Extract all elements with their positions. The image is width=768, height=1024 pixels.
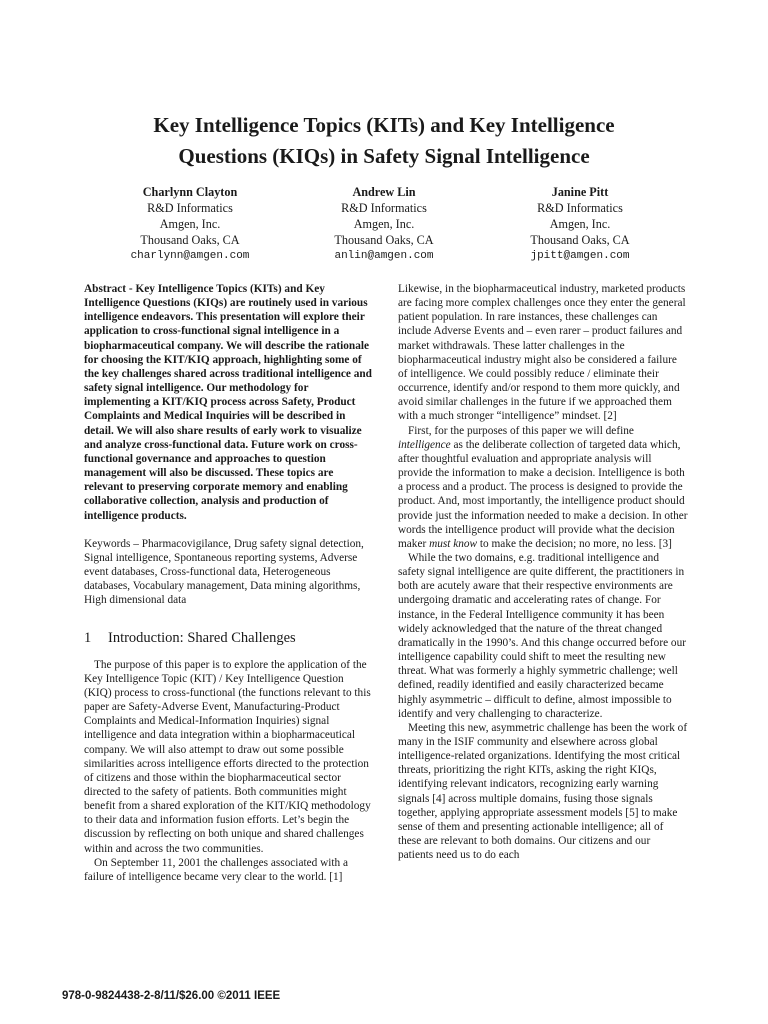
title-line-2: Questions (KIQs) in Safety Signal Intelligence: [178, 144, 590, 168]
keywords: Keywords – Pharmacovigilance, Drug safety signal detection, Signal intelligence, Spontaneous reporting systems, Adverse event databases, Cross-functional data, Heterogeneous databases, Vocabulary management, Data mining algorithms, High dimensional data: [84, 537, 364, 607]
paper-title: [84, 110, 684, 172]
author-dept: R&D Informatics: [537, 201, 623, 215]
author-email: anlin@amgen.com: [334, 250, 434, 262]
left-column: [84, 282, 374, 884]
author-location: Thousand Oaks, CA: [140, 233, 240, 247]
author-dept: R&D Informatics: [341, 201, 427, 215]
right-column: [398, 282, 688, 862]
body-paragraph: On September 11, 2001 the challenges associated with a failure of intelligence became very clear to the world. [1]: [84, 856, 349, 883]
emphasis-intelligence: intelligence: [398, 438, 451, 451]
author-block-3: [480, 184, 680, 264]
text-run: as the deliberate collection of targeted data which, after thoughtful evaluation and appropriate analysis will provide the information to make a decision. Intelligence is both a process and a product. The process is designed to provide the product. And, most importantly, the intelligence product should provide just the information needed to make a decision. In other words the intelligence product will provide what the decision maker: [398, 438, 688, 550]
body-paragraph: The purpose of this paper is to explore the application of the Key Intelligence Topic (KIT) / Key Intelligence Question (KIQ) process to cross-functional (the functions relevant to this paper are Safety-Adverse Event, Manufacturing-Product Complaints and Medical-Information Inquiries) signal intelligence and data integration within a biopharmaceutical company. We will also attempt to draw out some possible similarities across intelligence efforts directed to the protection of citizens and those within the biopharmaceutical sector directed to the safety of patients. Both communities might benefit from a shared exploration of the KIT/KIQ methodology to their data and information fusion efforts. Let’s begin the discussion by reflecting on both unique and shared challenges within and across the two communities.: [84, 658, 371, 855]
author-location: Thousand Oaks, CA: [334, 233, 434, 247]
text-run: to make the decision; no more, no less. [3]: [477, 537, 672, 550]
abstract: Abstract - Key Intelligence Topics (KITs) and Key Intelligence Questions (KIQs) are routinely used in various intelligence endeavors. This presentation will explore their application to cross-functional signal intelligence in a biopharmaceutical company. We will describe the rationale for choosing the KIT/KIQ approach, highlighting some of the key challenges shared across traditional intelligence and safety signal intelligence. Our methodology for implementing a KIT/KIQ process across Safety, Product Complaints and Medical Inquiries will be described in detail. We will also share results of early work to visualize and analyze cross-functional data. Future work on cross-functional governance and approaches to question management will also be discussed. These topics are relevant to preserving corporate memory and enabling collaborative collection, analysis and production of intelligence products.: [84, 283, 372, 522]
emphasis-must-know: must know: [429, 537, 478, 550]
author-dept: R&D Informatics: [147, 201, 233, 215]
section-number: 1: [84, 630, 92, 647]
title-line-1: Key Intelligence Topics (KITs) and Key Intelligence: [153, 113, 615, 137]
author-email: charlynn@amgen.com: [130, 250, 250, 262]
author-company: Amgen, Inc.: [159, 217, 221, 231]
author-name: Janine Pitt: [551, 185, 609, 199]
author-block-2: [284, 184, 484, 264]
author-company: Amgen, Inc.: [353, 217, 415, 231]
body-paragraph: Meeting this new, asymmetric challenge has been the work of many in the ISIF community and elsewhere across global intelligence-related organizations. Identifying the most critical threats, prioritizing the right KITs, asking the right KIQs, identifying relevant indicators, recognizing early warning signals [4] across multiple domains, fusing those signals together, applying appropriate assessment models [5] to make sense of them and presenting actionable intelligence; all of these are relevant to both domains. Our citizens and our patients need us to do each: [398, 721, 688, 862]
author-email: jpitt@amgen.com: [530, 250, 630, 262]
author-name: Andrew Lin: [352, 185, 416, 199]
author-location: Thousand Oaks, CA: [530, 233, 630, 247]
author-block-1: [90, 184, 290, 264]
section-title: Introduction: Shared Challenges: [108, 630, 296, 647]
author-company: Amgen, Inc.: [549, 217, 611, 231]
copyright-footer: 978-0-9824438-2-8/11/$26.00 ©2011 IEEE: [62, 990, 281, 1002]
body-paragraph: While the two domains, e.g. traditional intelligence and safety signal intelligence are quite different, the practitioners in both are acutely aware that their respective environments are undergoing dramatic and accelerating rates of change. For instance, in the Federal Intelligence community it has been widely acknowledged that the nature of the threat changed dramatically in the 1990’s. And this change occurred before our intelligence capability could shift to meet the resulting new threat. What was formerly a highly symmetric challenge; well defined, readily identified and easily characterized became highly asymmetric – difficult to define, almost impossible to identify and very challenging to characterize.: [398, 551, 686, 720]
author-name: Charlynn Clayton: [142, 185, 238, 199]
body-paragraph-definition: [398, 424, 688, 551]
section-heading: [84, 631, 374, 645]
body-paragraph: Likewise, in the biopharmaceutical industry, marketed products are facing more complex challenges once they enter the general patient population. In rare instances, these challenges can include Adverse Events and – even rarer – product failures and market withdrawals. These latter challenges in the biopharmaceutical industry might also be considered a failure of intelligence. We could possibly reduce / eliminate their occurrence, identify and/or respond to them more quickly, and avoid similar challenges in the future if we approached them with a much stronger “intelligence” mindset. [2]: [398, 283, 686, 423]
text-run: First, for the purposes of this paper we will define: [408, 424, 634, 437]
